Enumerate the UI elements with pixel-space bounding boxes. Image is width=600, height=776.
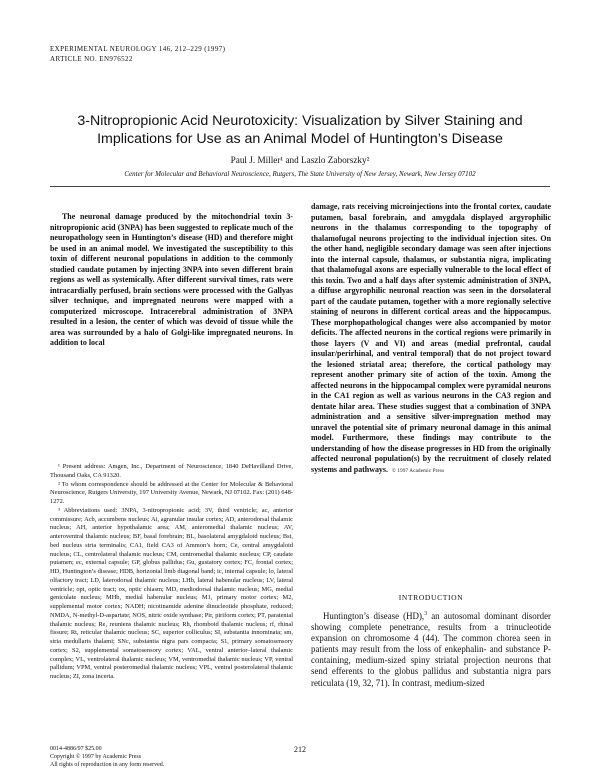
article-title: [40, 112, 560, 148]
affiliation: Center for Molecular and Behavioral Neuroscience, Rutgers, The State University of New Jersey, Newark, New Jersey 07102: [124, 170, 476, 178]
footnote-1: ¹ Present address: Amgen, Inc., Department of Neuroscience, 1840 DeHavilland Drive, Thousand Oaks, CA 91320.: [50, 463, 293, 479]
abstract-text-right: damage, rats receiving microinjections into the frontal cortex, caudate putamen, basal forebrain, and amygdala displayed argyrophilic neurons in the thalamus corresponding to the topography of thalamofugal neurons projecting to the individual injection sites. On the other hand, negligible secondary damage was seen after injections into the internal capsule, thalamus, or substantia nigra, implicating that thalamofugal axons are especially vulnerable to the local effect of this toxin. Two and a half days after systemic administration of 3NPA, a diffuse argyrophilic neuronal reaction was seen in the dorsolateral part of the caudate putamen, together with a more regionally selective staining of neurons in different cortical areas and the hippocampus. These morphopathological changes were also accompanied by motor deficits. The affected neurons in the cortical regions were primarily in those layers (V and VI) and areas (medial prefrontal, caudal insular/perirhinal, and ventral temporal) that do not project toward the lesioned striatal area; therefore, the cortical pathology may represent another primary site of action of the toxin. Among the affected neurons in the hippocampal complex were pyramidal neurons in the CA1 region as well as various neurons in the CA3 region and dentate hilar area. These studies suggest that a combination of 3NPA administration and a sensitive silver-impregnation method may unravel the potential site of primary neuronal damage in this animal model. Furthermore, these findings may contribute to the understanding of how the disease progresses in HD from the originally affected neuronal population(s) by the recruitment of closely related systems and pathways.: [311, 202, 551, 474]
copyright-block: [50, 745, 164, 769]
footnote-2: ² To whom correspondence should be addressed at the Center for Molecular & Behavioral Neuroscience, Rutgers University, 197 University Avenue, Newark, NJ 07102. Fax: (201) 648-1272.: [50, 480, 293, 505]
introduction-body: [311, 611, 551, 689]
author-list: Paul J. Miller¹ and Laszlo Zaborszky²: [230, 155, 370, 165]
footnote-3-abbreviations: ³ Abbreviations used: 3NPA, 3-nitropropionic acid; 3V, third ventricle; ac, anterior commissure; Acb, accumbens nucleus; Ai, agranular insular cortex; AD, anterodorsal thalamic nucleus; AH, anterior hypothalamic area; AM, anteromedial thalamic nucleus; AV, anteroventral thalamic nucleus; BF, basal forebrain; BL, basolateral amygdaloid nucleus; Bst, bed nucleus stria terminalis; CA1, field CA3 of Ammon’s horn; Ce, central amygdaloid nucleus; CL, centrolateral thalamic nucleus; CM, centromedial thalamic nucleus; CP, caudate putamen; ec, external capsule; GP, globus pallidus; Gu, gustatory cortex; FC, frontal cortex; HD, Huntington’s disease; HDB, horizontal limb diagonal band; ic, internal capsule; lo, lateral olfactory tract; LD, laterodorsal thalamic nucleus; LHb, lateral habenular nucleus; LV, lateral ventricle; opt, optic tract; ox, optic chiasm; MD, mediodorsal thalamic nucleus; MG, medial geniculate nucleus; MHb, medial habenular nucleus; M1, primary motor cortex; M2, supplemental motor cortex; NADH; nicotinamide adenine dinucleotide phosphate, reduced; NMDA, N-methyl-D-aspartate; NOS, nitric oxide synthase; Pir, piriform cortex; PT, paratenial thalamic nucleus; Re, reuniens thalamic nucleus; Rh, rhomboid thalamic nucleus; rf, rhinal fissure; Rt, reticular thalamic nucleus; SC, superior colliculus; SI, substantia innominata; sm, stria medullaris thalami; SNc, substantia nigra pars compacta; S1, primary somatosensory cortex; S2, supplemental somatosensory cortex; VAL, ventral anterior–lateral thalamic complex; VL, ventrolateral thalamic nucleus; VM, ventromedial thalamic nucleus; VP, ventral pallidum; VPM, ventral posteromedial thalamic nucleus; VPL, ventral posterolateral thalamic nucleus; ZI, zona incerta.: [50, 506, 293, 680]
article-number: ARTICLE NO. EN976522: [50, 55, 133, 63]
section-heading-introduction: INTRODUCTION: [398, 593, 464, 602]
abstract-paragraph-right: [311, 202, 551, 477]
journal-header: [50, 44, 225, 64]
journal-citation: EXPERIMENTAL NEUROLOGY 146, 212–229 (1997): [50, 45, 226, 53]
footnote-ref-3: 3: [424, 611, 428, 618]
page-number: 212: [294, 745, 306, 754]
abstract-text-left: The neuronal damage produced by the mitochondrial toxin 3-nitropropionic acid (3NPA) has been suggested to replicate much of the neuropathology seen in Huntington’s disease (HD) and therefore might be used in an animal model. We investigated the susceptibility to this toxin of different neuronal populations in addition to the commonly studied caudate putamen by injecting 3NPA into seven different brain regions as well as systemically. After different survival times, rats were intracardially perfused, brain sections were processed with the Gallyas silver technique, and impregnated neurons were mapped with a computerized microscope. Intracerebral administration of 3NPA resulted in a lesion, the center of which was devoid of tissue while the area was surrounded by a halo of Golgi-like impregnated neurons. In addition to local: [50, 212, 293, 347]
header-divider: [50, 186, 550, 187]
issn-price: 0014-4886/97 $25.00: [50, 746, 102, 752]
intro-text-continued: an autosomal dominant disorder showing complete penetrance, results from a trinucleotide expansion on chromosome 4 (44). The common chorea seen in patients may result from the loss of enkephalin- and substance P-containing, medium-sized spiny striatal projection neurons that send efferents to the globus pallidus and substantia nigra pars reticulata (19, 32, 71). In contrast, medium-sized: [311, 611, 551, 688]
publisher-mark: © 1997 Academic Press: [391, 468, 445, 474]
abstract-left-column: [50, 212, 293, 349]
copyright-notice: Copyright © 1997 by Academic Press: [50, 754, 142, 760]
title-line-1: 3-Nitropropionic Acid Neurotoxicity: Visualization by Silver Staining and: [77, 113, 523, 129]
rights-notice: All rights of reproduction in any form reserved.: [50, 762, 165, 768]
footnotes: [50, 463, 293, 682]
intro-text-start: Huntington’s disease (HD),: [323, 611, 425, 621]
title-line-2: Implications for Use as an Animal Model of Huntington’s Disease: [97, 131, 503, 147]
introduction-paragraph: [311, 611, 551, 689]
abstract-right-column: [311, 202, 551, 477]
